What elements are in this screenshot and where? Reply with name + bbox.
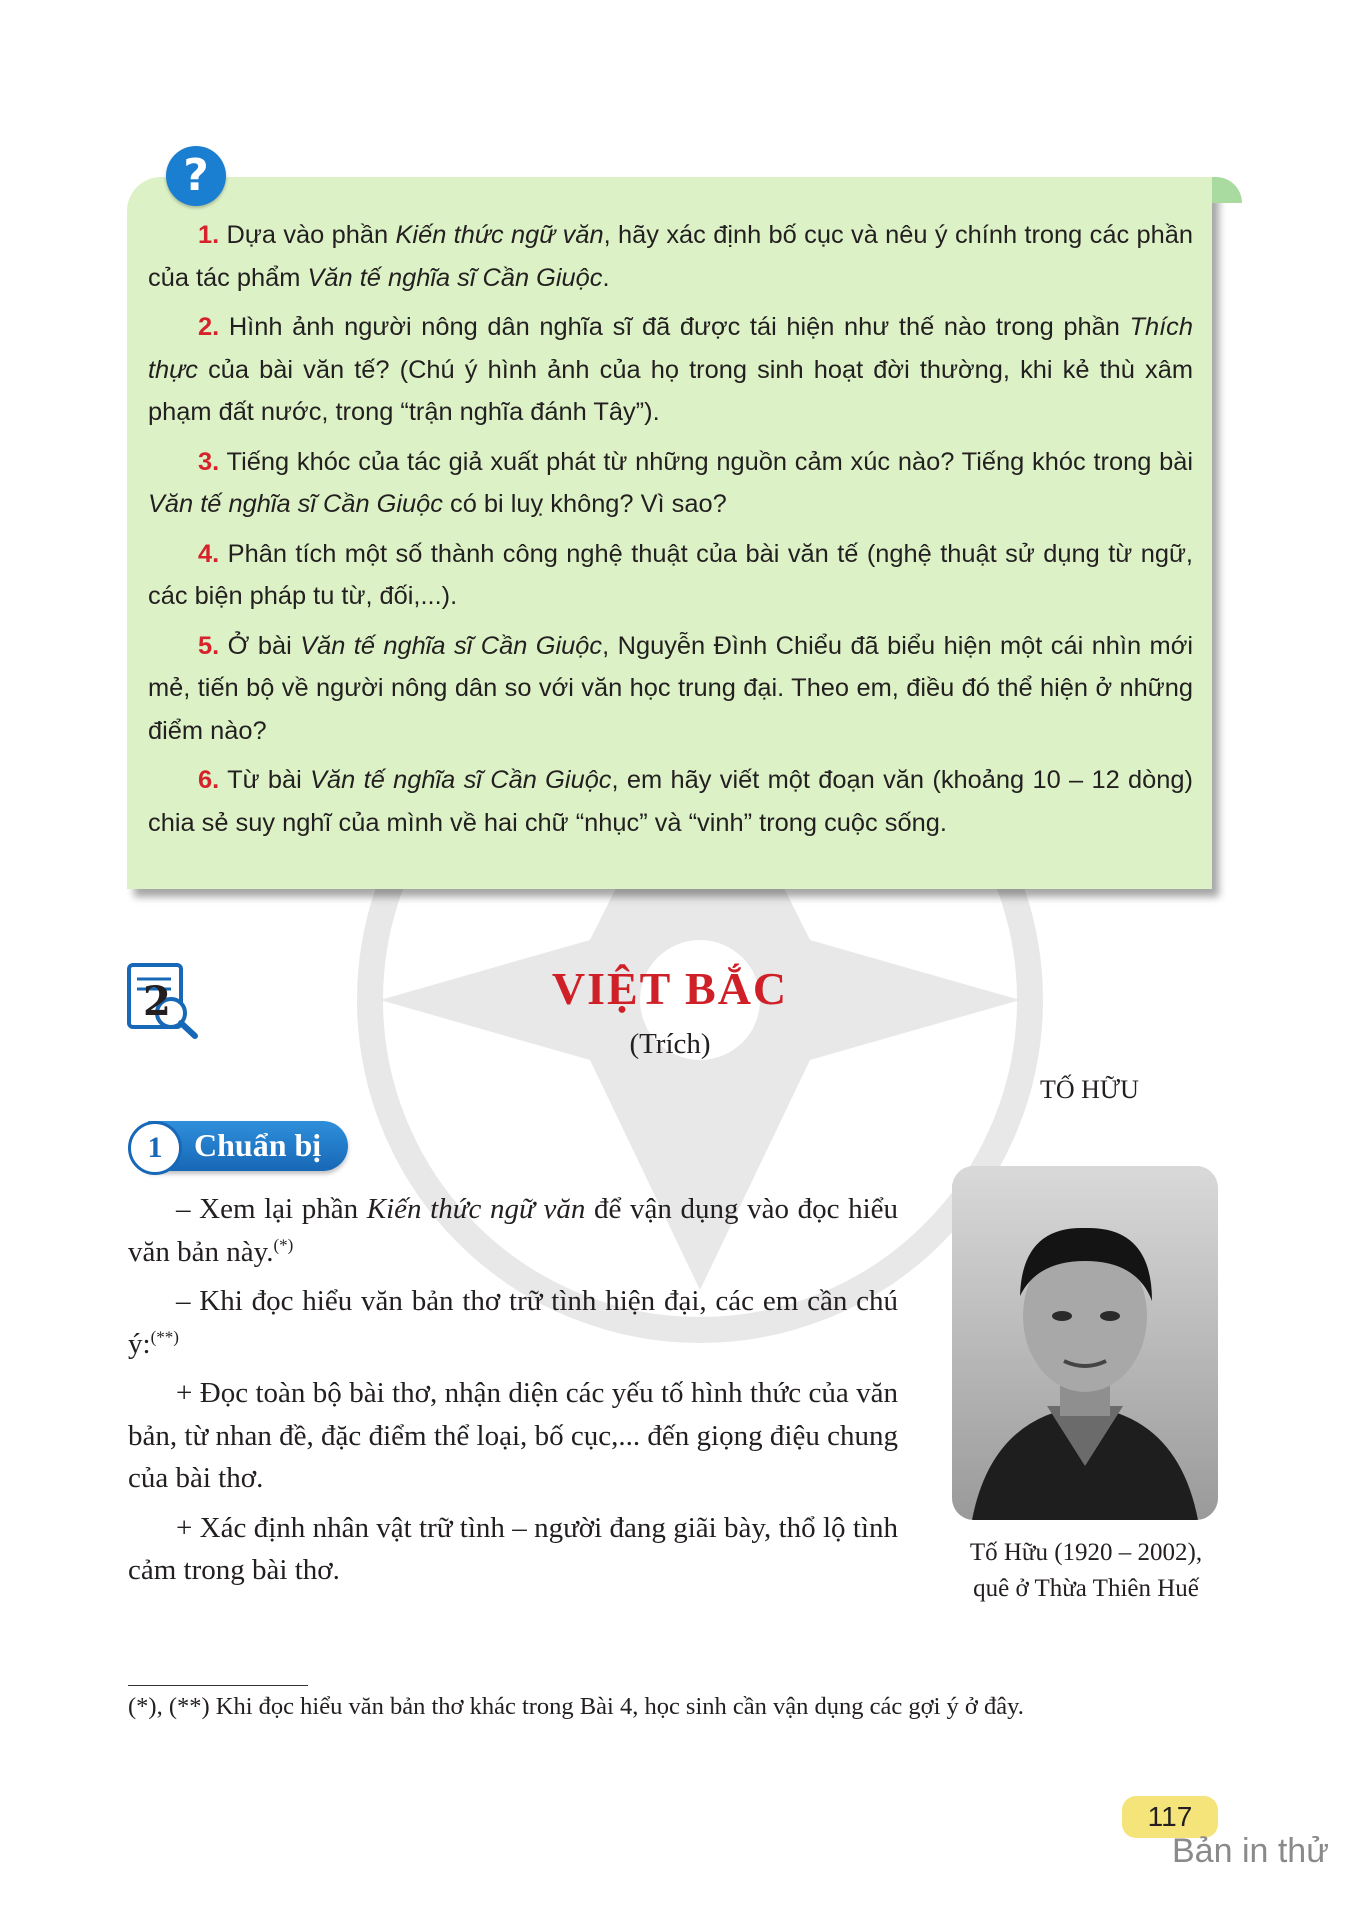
question-text: , hãy xác định bố cục và nêu ý chính trong các phần của tác phẩm [148,221,1193,292]
question-text: Thích thực [148,313,1193,384]
question-text: Tiếng khóc của tác giả xuất phát từ những nguồn cảm xúc nào? Tiếng khóc trong bài [226,447,1193,476]
question-text: Văn tế nghĩa sĩ Cần Giuộc [300,631,603,660]
paragraph-text: Kiến thức ngữ văn [366,1193,586,1225]
body-paragraph [128,1280,898,1365]
question-text: Hình ảnh người nông dân nghĩa sĩ đã được tái hiện như thế nào trong phần [228,313,1130,341]
question-mark-icon: ? [166,146,226,206]
question-text: của bài văn tế? (Chú ý hình ảnh của họ trong sinh hoạt đời thường, khi kẻ thù xâm phạm đất nước, trong “trận nghĩa đánh Tây”). [148,355,1193,426]
question-text: , Nguyễn Đình Chiểu đã biểu hiện một cái nhìn mới mẻ, tiến bộ về người nông dân so với văn học trung đại. Theo em, điều đó thể hiện ở những điểm nào? [148,631,1193,745]
body-paragraph [128,1507,898,1592]
author-photo [952,1166,1218,1520]
poem-author: TỐ HỮU [1040,1075,1139,1104]
page-number: 117 [1122,1796,1218,1838]
question-text: Dựa vào phần [226,221,396,249]
question-text: Phân tích một số thành công nghệ thuật của bài văn tế (nghệ thuật sử dụng từ ngữ, các biện pháp tu từ, đối,...). [148,539,1193,610]
question-number: 3. [198,447,220,476]
footnote-rule [128,1685,308,1686]
question-text: , em hãy viết một đoạn văn (khoảng 10 – 12 dòng) chia sẻ suy nghĩ của mình về hai chữ “nhục” và “vinh” trong cuộc sống. [148,766,1193,837]
paragraph-text: – Khi đọc hiểu văn bản thơ trữ tình hiện đại, các em cần chú ý: [128,1285,898,1360]
poem-title: VIỆT BẮC [551,963,789,1014]
draft-label: Bản in thử [1172,1832,1329,1870]
question-text: Văn tế nghĩa sĩ Cần Giuộc [307,263,603,292]
question-item [148,214,1193,299]
author-portrait-image [952,1166,1218,1520]
question-item [148,533,1193,618]
question-number: 4. [198,539,220,568]
footnote: (*), (**) Khi đọc hiểu văn bản thơ khác trong Bài 4, học sinh cần vận dụng các gợi ý ở đây. [128,1693,1024,1720]
question-text: . [602,263,610,292]
question-item [148,625,1193,753]
question-text: Văn tế nghĩa sĩ Cần Giuộc [310,766,612,794]
footnote-marker: (**) [150,1326,179,1346]
question-text: có bi luỵ không? Vì sao? [443,490,727,518]
paragraph-text: + Đọc toàn bộ bài thơ, nhận diện các yếu tố hình thức của văn bản, từ nhan đề, đặc điểm thể loại, bố cục,... đến giọng điệu chung của bài thơ. [128,1377,898,1494]
photo-caption [940,1535,1232,1607]
paragraph-text: + Xác định nhân vật trữ tình – người đang giãi bày, thổ lộ tình cảm trong bài thơ. [128,1511,898,1586]
section-header-preparation [128,1121,348,1173]
paragraph-text: – Xem lại phần [176,1193,367,1225]
question-number: 1. [198,221,220,249]
lesson-number: 2 [143,978,171,1025]
question-number: 2. [198,313,220,341]
question-number: 5. [198,631,220,660]
poem-subtitle: (Trích) [629,1028,711,1060]
section-number: 1 [128,1121,182,1175]
question-item [148,759,1193,844]
questions-list [148,214,1193,851]
photo-caption-line-2: quê ở Thừa Thiên Huế [973,1575,1199,1602]
photo-caption-line-1: Tố Hữu (1920 – 2002), [969,1539,1203,1566]
question-item [148,306,1193,434]
question-number: 6. [198,766,220,794]
question-text: Ở bài [227,631,301,660]
question-text: Kiến thức ngữ văn [395,221,604,249]
footnote-marker: (*) [273,1234,294,1254]
body-paragraph [128,1372,898,1500]
questions-box-tab [1212,177,1242,203]
preparation-text [128,1188,898,1599]
paragraph-text: để vận dụng vào đọc hiểu văn bản này. [128,1193,898,1268]
question-text: Từ bài [227,766,311,794]
section-label: Chuẩn bị [194,1127,322,1163]
question-text: Văn tế nghĩa sĩ Cần Giuộc [148,490,443,518]
question-item [148,441,1193,526]
body-paragraph [128,1188,898,1273]
